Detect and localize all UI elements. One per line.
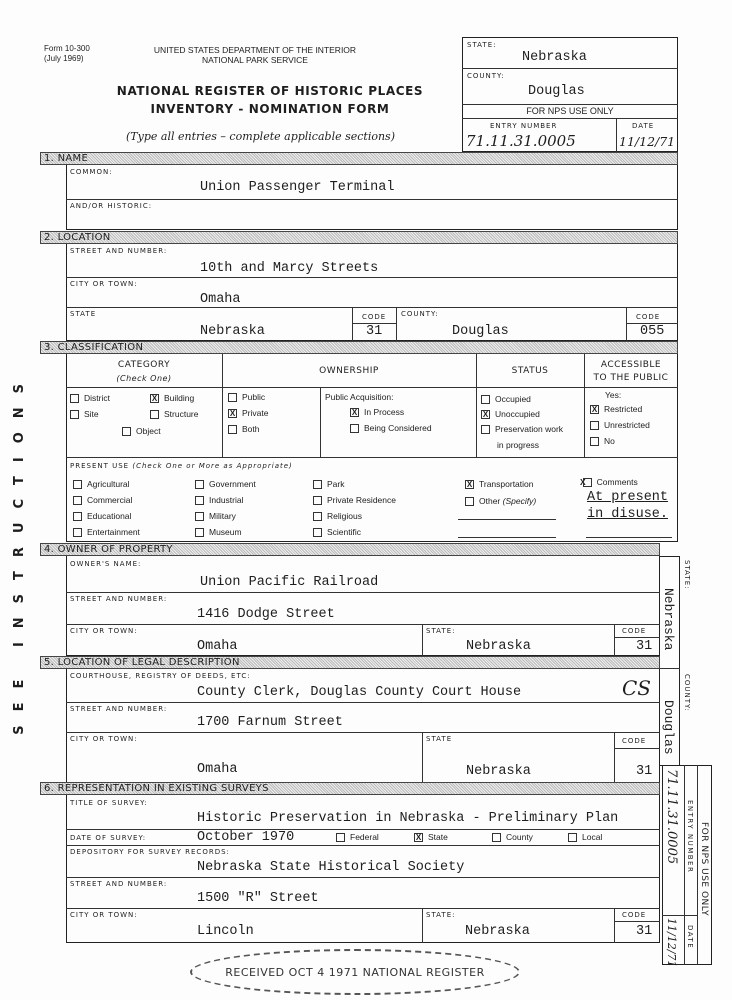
checkbox-label: Educational [87, 511, 132, 521]
checkbox-label: Museum [209, 527, 242, 537]
checkbox-building[interactable] [150, 393, 194, 403]
label: COUNTY: [683, 674, 691, 712]
checkbox-site[interactable] [70, 409, 99, 419]
checkbox-icon[interactable] [590, 421, 599, 430]
label: STATE [70, 310, 97, 318]
checkbox-label: Local [582, 832, 603, 842]
label: CITY OR TOWN: [70, 911, 138, 919]
checkbox-commercial[interactable] [73, 495, 132, 505]
checkbox-icon[interactable] [568, 833, 577, 842]
label: ENTRY NUMBER [490, 122, 558, 130]
checkbox-preservation-work[interactable] [481, 424, 563, 434]
checkbox-label: Federal [350, 832, 379, 842]
section-classification-header: 3. CLASSIFICATION [40, 341, 678, 354]
checkbox-icon[interactable]: X [351, 408, 358, 418]
checkbox-label: Being Considered [364, 423, 432, 433]
label: in progress [497, 440, 540, 450]
checkbox-icon[interactable]: X [591, 405, 598, 415]
checkbox-label: Transportation [479, 479, 534, 489]
checkbox-label: District [84, 393, 110, 403]
survey-date: October 1970 [197, 830, 295, 845]
checkbox-label: State [428, 832, 448, 842]
depository-street: 1500 "R" Street [197, 891, 319, 906]
label: STREET AND NUMBER: [70, 880, 168, 888]
checkbox-county[interactable] [492, 832, 533, 842]
checkbox-federal[interactable] [336, 832, 379, 842]
checkbox-icon[interactable] [481, 425, 490, 434]
checkbox-icon[interactable] [150, 410, 159, 419]
checkbox-label: Commercial [87, 495, 133, 505]
checkbox-icon[interactable] [195, 480, 204, 489]
checkbox-private[interactable] [228, 408, 268, 418]
checkbox-icon[interactable] [195, 528, 204, 537]
label: CODE [622, 627, 647, 635]
checkbox-label: Park [327, 479, 345, 489]
strip-county: Douglas [661, 700, 676, 755]
checkbox-scientific[interactable] [313, 527, 361, 537]
checkbox-label: Religious [327, 511, 362, 521]
checkbox-icon[interactable] [73, 512, 82, 521]
checkbox-label: Public [242, 392, 266, 402]
checkbox-icon[interactable]: X [466, 480, 473, 490]
owner-name: Union Pacific Railroad [200, 575, 379, 590]
checkbox-icon[interactable] [313, 480, 322, 489]
survey-title: Historic Preservation in Nebraska - Preliminary Plan [197, 811, 619, 826]
checkbox-icon[interactable] [228, 425, 237, 434]
strip-entry-number: 71.11.31.0005 [664, 769, 679, 865]
label: CITY OR TOWN: [70, 280, 138, 288]
present-use-label: PRESENT USE (Check One or More as Appropriate) [70, 462, 293, 470]
county-value: Douglas [452, 324, 509, 339]
checkbox-label: Industrial [209, 495, 244, 505]
checkbox-other[interactable]: Other (Specify) [465, 496, 536, 506]
label: CODE [362, 313, 387, 321]
nps-use-only: FOR NPS USE ONLY [526, 106, 614, 116]
checkbox-entertainment[interactable] [73, 527, 140, 537]
checkbox-label: Private [242, 408, 269, 418]
label: CODE [622, 911, 647, 919]
label: CITY OR TOWN: [70, 627, 138, 635]
label: CITY OR TOWN: [70, 735, 138, 743]
checkbox-icon[interactable] [590, 437, 599, 446]
checkbox-district[interactable] [70, 393, 110, 403]
owner-state: Nebraska [466, 639, 531, 654]
state-code: 31 [366, 324, 383, 339]
checkbox-state[interactable] [414, 832, 448, 842]
checkbox-icon[interactable] [350, 424, 359, 433]
entry-date: 11/12/71 [619, 134, 676, 149]
checkbox-in-process[interactable] [350, 407, 404, 417]
initials: CS [622, 676, 652, 700]
checkbox-structure[interactable] [150, 409, 199, 419]
checkbox-both[interactable] [228, 424, 260, 434]
label: DATE OF SURVEY: [70, 834, 147, 842]
checkbox-icon[interactable] [73, 496, 82, 505]
label: TITLE OF SURVEY: [70, 799, 148, 807]
checkbox-label: County [506, 832, 533, 842]
label: CODE [622, 737, 647, 745]
checkbox-icon[interactable]: X [229, 409, 236, 419]
checkbox-label: Object [136, 426, 161, 436]
label: COUNTY: [467, 72, 505, 80]
section-name-header: 1. NAME [40, 152, 678, 165]
comments-line1: At present [587, 490, 669, 505]
section-owner-header: 4. OWNER OF PROPERTY [40, 543, 660, 556]
label: STATE: [683, 560, 691, 590]
checkbox-icon[interactable]: X [415, 833, 422, 843]
checkbox-educational[interactable] [73, 511, 131, 521]
checkbox-icon[interactable] [228, 393, 237, 402]
checkbox-label: Private Residence [327, 495, 396, 505]
depository: Nebraska State Historical Society [197, 860, 465, 875]
checkbox-label: Government [209, 479, 256, 489]
depository-state: Nebraska [465, 924, 530, 939]
checkbox-label: Preservation work [495, 424, 564, 434]
checkbox-label: Both [242, 424, 260, 434]
checkbox-icon[interactable] [73, 528, 82, 537]
checkbox-being-considered[interactable] [350, 423, 432, 433]
checkbox-icon[interactable] [70, 410, 79, 419]
checkbox-icon[interactable] [313, 512, 322, 521]
checkbox-industrial[interactable] [195, 495, 244, 505]
owner-street: 1416 Dodge Street [197, 607, 335, 622]
state-value: Nebraska [200, 324, 265, 339]
legal-code: 31 [636, 764, 653, 779]
county-code: 055 [640, 324, 665, 339]
checkbox-no[interactable] [590, 436, 615, 446]
entry-number: 71.11.31.0005 [466, 132, 576, 150]
city-value: Omaha [200, 292, 241, 307]
form-title: NATIONAL REGISTER OF HISTORIC PLACES INVENTORY - NOMINATION FORM [116, 84, 424, 116]
checkbox-unoccupied[interactable] [481, 409, 540, 419]
label: STATE [426, 735, 453, 743]
checkbox-transportation[interactable] [465, 479, 534, 489]
checkbox-label: Military [209, 511, 236, 521]
checkbox-label: No [604, 436, 615, 446]
checkbox-park[interactable] [313, 479, 344, 489]
department: UNITED STATES DEPARTMENT OF THE INTERIOR NATIONAL PARK SERVICE [153, 45, 357, 65]
checkbox-occupied[interactable] [481, 394, 531, 404]
checkbox-private-residence[interactable] [313, 495, 396, 505]
accessible-header: ACCESSIBLE TO THE PUBLIC [593, 360, 669, 383]
legal-state: Nebraska [466, 764, 531, 779]
checkbox-agricultural[interactable] [73, 479, 130, 489]
instructions: (Type all entries – complete applicable sections) [126, 130, 395, 143]
label: FOR NPS USE ONLY [699, 822, 709, 917]
checkbox-label: Occupied [495, 394, 531, 404]
label: OWNER'S NAME: [70, 560, 142, 568]
checkbox-restricted[interactable] [590, 404, 642, 414]
form-number: Form 10-300 (July 1969) [44, 44, 90, 63]
checkbox-icon[interactable] [195, 512, 204, 521]
label: CODE [636, 313, 661, 321]
category-header: CATEGORY (Check One) [116, 360, 172, 383]
ownership-header: OWNERSHIP [319, 366, 379, 376]
checkbox-label: Unoccupied [495, 409, 540, 419]
label: STREET AND NUMBER: [70, 595, 168, 603]
checkbox-government[interactable] [195, 479, 256, 489]
label: STATE: [426, 627, 456, 635]
label: DATE [632, 122, 655, 130]
checkbox-object[interactable] [122, 426, 161, 436]
depository-code: 31 [636, 924, 653, 939]
checkbox-comments[interactable]: X Comments [580, 477, 638, 487]
label: Public Acquisition: [325, 392, 394, 402]
label: DATE [686, 925, 694, 950]
label: Yes: [605, 390, 622, 400]
checkbox-icon[interactable] [195, 496, 204, 505]
depository-city: Lincoln [197, 924, 254, 939]
see-instructions: SEE INSTRUCTIONS [12, 370, 27, 735]
checkbox-icon[interactable] [70, 394, 79, 403]
label: COUNTY: [401, 310, 439, 318]
comments-line2: in disuse. [587, 507, 669, 522]
checkbox-public[interactable] [228, 392, 265, 402]
checkbox-unrestricted[interactable] [590, 420, 650, 430]
street-value: 10th and Marcy Streets [200, 261, 379, 276]
status-header: STATUS [511, 366, 549, 376]
checkbox-icon[interactable]: X [151, 394, 158, 404]
label: COMMON: [70, 168, 113, 176]
section-legal-header: 5. LOCATION OF LEGAL DESCRIPTION [40, 656, 660, 669]
checkbox-icon[interactable]: X [482, 410, 489, 420]
courthouse: County Clerk, Douglas County Court House [197, 685, 522, 700]
strip-state: Nebraska [661, 588, 676, 651]
legal-street: 1700 Farnum Street [197, 715, 343, 730]
checkbox-military[interactable] [195, 511, 236, 521]
owner-city: Omaha [197, 639, 238, 654]
county-value: Douglas [528, 84, 585, 99]
checkbox-icon[interactable] [492, 833, 501, 842]
checkbox-label: Building [164, 393, 195, 403]
label: DEPOSITORY FOR SURVEY RECORDS: [70, 848, 230, 856]
checkbox-religious[interactable] [313, 511, 362, 521]
section-surveys-header: 6. REPRESENTATION IN EXISTING SURVEYS [40, 782, 660, 795]
label: AND/OR HISTORIC: [70, 202, 153, 210]
common-name: Union Passenger Terminal [200, 180, 395, 195]
label: STREET AND NUMBER: [70, 247, 168, 255]
checkbox-label: Structure [164, 409, 199, 419]
received-stamp: RECEIVED OCT 4 1971 NATIONAL REGISTER [190, 949, 520, 995]
checkbox-icon[interactable] [481, 395, 490, 404]
label: COURTHOUSE, REGISTRY OF DEEDS, ETC: [70, 672, 251, 680]
checkbox-icon[interactable] [122, 427, 131, 436]
label: STREET AND NUMBER: [70, 705, 168, 713]
checkbox-icon[interactable] [313, 496, 322, 505]
checkbox-local[interactable] [568, 832, 602, 842]
legal-city: Omaha [197, 762, 238, 777]
checkbox-icon[interactable] [336, 833, 345, 842]
checkbox-label: Scientific [327, 527, 362, 537]
state-value: Nebraska [522, 50, 587, 65]
checkbox-icon[interactable] [313, 528, 322, 537]
checkbox-label: Unrestricted [604, 420, 650, 430]
checkbox-label: Restricted [604, 404, 643, 414]
section-location-header: 2. LOCATION [40, 231, 678, 244]
checkbox-icon[interactable] [73, 480, 82, 489]
checkbox-museum[interactable] [195, 527, 242, 537]
strip-date: 11/12/71 [665, 918, 678, 968]
checkbox-label: Site [84, 409, 99, 419]
checkbox-label: Entertainment [87, 527, 140, 537]
label: STATE: [467, 41, 497, 49]
label: STATE: [426, 911, 456, 919]
checkbox-label: Agricultural [87, 479, 130, 489]
owner-code: 31 [636, 639, 653, 654]
checkbox-label: In Process [364, 407, 405, 417]
label: ENTRY NUMBER [686, 800, 694, 874]
